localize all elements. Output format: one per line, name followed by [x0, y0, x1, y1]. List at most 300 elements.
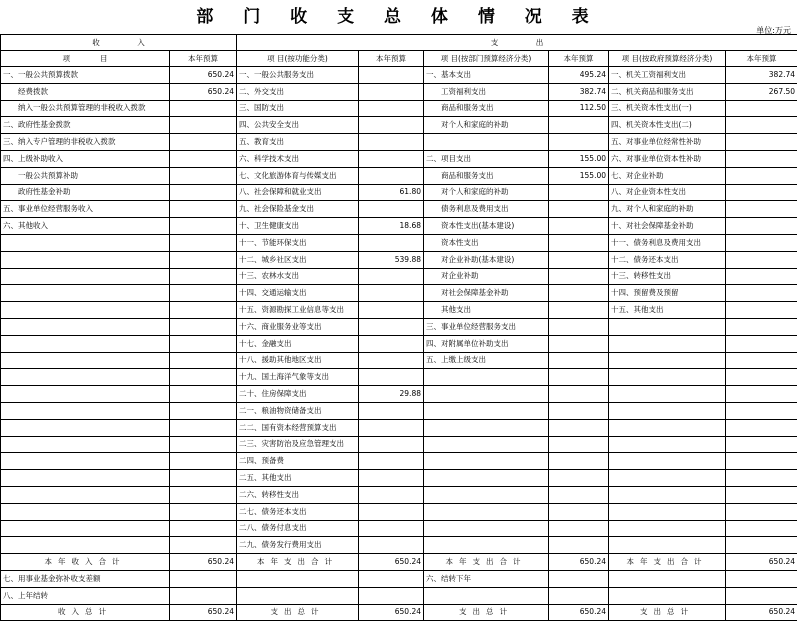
grand-income-label: 收入总计: [1, 604, 170, 621]
table-row: [1, 369, 797, 386]
dept-econ-budget: [549, 386, 609, 403]
func-item: 二十、住房保障支出: [237, 386, 359, 403]
func-budget: [359, 352, 424, 369]
income-item: 一、一般公共预算拨款: [1, 67, 170, 84]
func-item: 二五、其他支出: [237, 470, 359, 487]
func-item: 十八、援助其他地区支出: [237, 352, 359, 369]
dept-econ-budget: [549, 335, 609, 352]
gov-econ-budget: [726, 570, 797, 587]
income-item: [1, 436, 170, 453]
income-budget: [170, 150, 237, 167]
income-budget: [170, 587, 237, 604]
income-budget: [170, 201, 237, 218]
func-budget: [359, 318, 424, 335]
dept-econ-item: 四、对附属单位补助支出: [424, 335, 549, 352]
gov-econ-budget: [726, 470, 797, 487]
income-budget: [170, 251, 237, 268]
table-row: [1, 67, 797, 84]
table-row: [1, 335, 797, 352]
dept-econ-budget: [549, 234, 609, 251]
dept-econ-item: 对个人和家庭的补助: [424, 117, 549, 134]
func-item: 二九、债务发行费用支出: [237, 537, 359, 554]
dept-econ-budget: 382.74: [549, 83, 609, 100]
func-budget: [359, 570, 424, 587]
func-item: 十九、国土海洋气象等支出: [237, 369, 359, 386]
func-item: [237, 587, 359, 604]
table-row: [1, 486, 797, 503]
func-budget: [359, 268, 424, 285]
income-budget: [170, 419, 237, 436]
table-row: [1, 436, 797, 453]
func-budget: [359, 100, 424, 117]
dept-econ-item: 其他支出: [424, 302, 549, 319]
income-item: 七、用事业基金弥补收支差额: [1, 570, 170, 587]
gov-econ-item: [609, 486, 726, 503]
income-item: [1, 486, 170, 503]
dept-econ-item: [424, 486, 549, 503]
func-budget: 61.80: [359, 184, 424, 201]
func-item: 四、公共安全支出: [237, 117, 359, 134]
table-row: [1, 167, 797, 184]
func-budget: [359, 402, 424, 419]
table-row: [1, 386, 797, 403]
dept-econ-item: [424, 386, 549, 403]
col-header-budget: 本年预算: [359, 51, 424, 67]
func-item: 十三、农林水支出: [237, 268, 359, 285]
income-item: [1, 537, 170, 554]
dept-econ-item: 商品和服务支出: [424, 167, 549, 184]
gov-econ-item: [609, 503, 726, 520]
dept-econ-budget: 155.00: [549, 150, 609, 167]
func-budget: [359, 234, 424, 251]
col-header-budget: 本年预算: [170, 51, 237, 67]
col-header-gov-econ: 项 目(按政府预算经济分类): [609, 51, 726, 67]
dept-econ-item: 五、上缴上级支出: [424, 352, 549, 369]
gov-econ-budget: [726, 520, 797, 537]
dept-econ-budget: [549, 436, 609, 453]
dept-econ-budget: [549, 520, 609, 537]
func-item: 十二、城乡社区支出: [237, 251, 359, 268]
table-row: [1, 285, 797, 302]
table-row: [1, 520, 797, 537]
income-item: 六、其他收入: [1, 218, 170, 235]
income-item: [1, 268, 170, 285]
income-item: [1, 470, 170, 487]
dept-econ-budget: [549, 302, 609, 319]
gov-econ-budget: [726, 268, 797, 285]
func-item: 十四、交通运输支出: [237, 285, 359, 302]
func-item: 十七、金融支出: [237, 335, 359, 352]
gov-econ-item: 三、机关资本性支出(一): [609, 100, 726, 117]
gov-econ-budget: [726, 537, 797, 554]
func-budget: [359, 453, 424, 470]
income-item: [1, 369, 170, 386]
gov-econ-item: [609, 335, 726, 352]
gov-econ-item: 十五、其他支出: [609, 302, 726, 319]
func-item: 十一、节能环保支出: [237, 234, 359, 251]
col-header-dept-econ: 项 目(按部门预算经济分类): [424, 51, 549, 67]
gov-econ-item: [609, 402, 726, 419]
income-item: 经费拨款: [1, 83, 170, 100]
grand-expense-func-value: 650.24: [359, 604, 424, 621]
table-row: [1, 134, 797, 151]
dept-econ-budget: [549, 570, 609, 587]
func-item: 三、国防支出: [237, 100, 359, 117]
func-item: 八、社会保障和就业支出: [237, 184, 359, 201]
func-budget: [359, 503, 424, 520]
income-budget: [170, 318, 237, 335]
table-row: [1, 201, 797, 218]
dept-econ-item: [424, 503, 549, 520]
func-item: 二二、国有资本经营预算支出: [237, 419, 359, 436]
gov-econ-item: 八、对企业资本性支出: [609, 184, 726, 201]
func-item: [237, 570, 359, 587]
dept-econ-item: [424, 453, 549, 470]
gov-econ-item: 四、机关资本性支出(二): [609, 117, 726, 134]
dept-econ-item: [424, 520, 549, 537]
gov-econ-budget: [726, 285, 797, 302]
func-budget: [359, 335, 424, 352]
income-budget: [170, 285, 237, 302]
gov-econ-budget: [726, 503, 797, 520]
gov-econ-budget: [726, 386, 797, 403]
income-item: 纳入一般公共预算管理的非税收入拨款: [1, 100, 170, 117]
gov-econ-budget: [726, 453, 797, 470]
gov-econ-item: 九、对个人和家庭的补助: [609, 201, 726, 218]
gov-econ-budget: [726, 318, 797, 335]
gov-econ-budget: [726, 335, 797, 352]
income-item: 二、政府性基金拨款: [1, 117, 170, 134]
table-row: [1, 402, 797, 419]
dept-econ-item: 六、结转下年: [424, 570, 549, 587]
func-item: 二三、灾害防治及应急管理支出: [237, 436, 359, 453]
dept-econ-budget: [549, 117, 609, 134]
income-item: [1, 503, 170, 520]
income-budget: [170, 335, 237, 352]
grand-expense-label: 支出总计: [609, 604, 726, 621]
gov-econ-budget: [726, 402, 797, 419]
gov-econ-budget: [726, 134, 797, 151]
gov-econ-budget: 267.50: [726, 83, 797, 100]
gov-econ-item: 五、对事业单位经常性补助: [609, 134, 726, 151]
gov-econ-budget: [726, 251, 797, 268]
gov-econ-item: [609, 570, 726, 587]
func-item: 七、文化旅游体育与传媒支出: [237, 167, 359, 184]
income-budget: [170, 134, 237, 151]
gov-econ-budget: [726, 117, 797, 134]
func-item: 二四、预备费: [237, 453, 359, 470]
func-budget: 18.68: [359, 218, 424, 235]
table-row: [1, 419, 797, 436]
func-item: 二六、转移性支出: [237, 486, 359, 503]
dept-econ-item: 资本性支出: [424, 234, 549, 251]
income-item: [1, 285, 170, 302]
income-item: 五、事业单位经营服务收入: [1, 201, 170, 218]
dept-econ-budget: 495.24: [549, 67, 609, 84]
dept-econ-item: 对企业补助: [424, 268, 549, 285]
dept-econ-budget: [549, 251, 609, 268]
table-row: [1, 268, 797, 285]
income-item: [1, 402, 170, 419]
func-budget: [359, 201, 424, 218]
income-total-label: 本年收入合计: [1, 554, 170, 571]
gov-econ-item: [609, 318, 726, 335]
func-budget: [359, 486, 424, 503]
func-budget: [359, 302, 424, 319]
func-budget: [359, 83, 424, 100]
dept-econ-item: [424, 436, 549, 453]
table-row: [1, 453, 797, 470]
income-item: [1, 453, 170, 470]
dept-econ-item: 对社会保障基金补助: [424, 285, 549, 302]
gov-econ-item: 十四、预留费及预留: [609, 285, 726, 302]
func-item: 二、外交支出: [237, 83, 359, 100]
gov-econ-item: [609, 453, 726, 470]
income-budget: [170, 369, 237, 386]
income-budget: [170, 503, 237, 520]
gov-econ-budget: [726, 167, 797, 184]
dept-econ-budget: [549, 369, 609, 386]
func-budget: 29.88: [359, 386, 424, 403]
gov-econ-budget: [726, 587, 797, 604]
income-budget: 650.24: [170, 83, 237, 100]
grand-expense-gov-value: 650.24: [726, 604, 797, 621]
table-row: [1, 184, 797, 201]
gov-econ-item: [609, 587, 726, 604]
expense-total-dept-value: 650.24: [549, 554, 609, 571]
income-item: [1, 335, 170, 352]
income-item: [1, 386, 170, 403]
grand-expense-label: 支出总计: [424, 604, 549, 621]
income-budget: [170, 167, 237, 184]
gov-econ-item: 十三、转移性支出: [609, 268, 726, 285]
grand-expense-dept-value: 650.24: [549, 604, 609, 621]
dept-econ-budget: 112.50: [549, 100, 609, 117]
income-item: 一般公共预算补助: [1, 167, 170, 184]
income-budget: [170, 234, 237, 251]
income-item: [1, 419, 170, 436]
income-item: [1, 234, 170, 251]
table-row: [1, 83, 797, 100]
unit-label: 单位:万元: [756, 26, 791, 35]
income-item: 三、纳入专户管理的非税收入拨款: [1, 134, 170, 151]
dept-econ-item: [424, 419, 549, 436]
table-row: [1, 470, 797, 487]
func-item: 十五、资源勘探工业信息等支出: [237, 302, 359, 319]
gov-econ-item: 十、对社会保障基金补助: [609, 218, 726, 235]
dept-econ-budget: [549, 352, 609, 369]
gov-econ-item: [609, 352, 726, 369]
dept-econ-budget: [549, 402, 609, 419]
col-header-budget: 本年预算: [549, 51, 609, 67]
col-header-budget: 本年预算: [726, 51, 797, 67]
func-budget: [359, 285, 424, 302]
income-item: [1, 251, 170, 268]
dept-econ-budget: [549, 503, 609, 520]
income-item: [1, 520, 170, 537]
dept-econ-item: 三、事业单位经营服务支出: [424, 318, 549, 335]
func-budget: [359, 436, 424, 453]
gov-econ-item: 七、对企业补助: [609, 167, 726, 184]
income-budget: [170, 436, 237, 453]
dept-econ-budget: 155.00: [549, 167, 609, 184]
col-header-item: 项 目: [1, 51, 170, 67]
income-item: [1, 318, 170, 335]
income-budget: [170, 302, 237, 319]
func-budget: [359, 150, 424, 167]
expense-header: 支 出: [237, 35, 797, 51]
dept-econ-item: 对个人和家庭的补助: [424, 184, 549, 201]
dept-econ-item: 一、基本支出: [424, 67, 549, 84]
func-item: 六、科学技术支出: [237, 150, 359, 167]
func-budget: [359, 419, 424, 436]
table-row: [1, 302, 797, 319]
table-row: [1, 570, 797, 587]
income-budget: 650.24: [170, 67, 237, 84]
func-budget: 539.88: [359, 251, 424, 268]
gov-econ-budget: [726, 184, 797, 201]
dept-econ-item: 商品和服务支出: [424, 100, 549, 117]
gov-econ-item: [609, 369, 726, 386]
table-row: [1, 117, 797, 134]
dept-econ-budget: [549, 318, 609, 335]
dept-econ-budget: [549, 134, 609, 151]
dept-econ-item: 资本性支出(基本建设): [424, 218, 549, 235]
dept-econ-budget: [549, 470, 609, 487]
func-item: 二八、债务付息支出: [237, 520, 359, 537]
table-row: [1, 234, 797, 251]
func-item: 十六、商业服务业等支出: [237, 318, 359, 335]
income-item: [1, 302, 170, 319]
func-item: 一、一般公共服务支出: [237, 67, 359, 84]
income-budget: [170, 117, 237, 134]
func-item: 十、卫生健康支出: [237, 218, 359, 235]
income-total-value: 650.24: [170, 554, 237, 571]
table-row: [1, 100, 797, 117]
expense-total-label: 本年支出合计: [424, 554, 549, 571]
income-budget: [170, 268, 237, 285]
gov-econ-budget: 382.74: [726, 67, 797, 84]
col-header-func: 项 目(按功能分类): [237, 51, 359, 67]
income-item: 八、上年结转: [1, 587, 170, 604]
dept-econ-item: [424, 537, 549, 554]
dept-econ-item: [424, 587, 549, 604]
dept-econ-item: [424, 470, 549, 487]
dept-econ-budget: [549, 218, 609, 235]
dept-econ-budget: [549, 285, 609, 302]
income-budget: [170, 520, 237, 537]
func-budget: [359, 167, 424, 184]
gov-econ-item: 十二、债务还本支出: [609, 251, 726, 268]
income-budget: [170, 218, 237, 235]
func-budget: [359, 470, 424, 487]
gov-econ-budget: [726, 369, 797, 386]
dept-econ-item: 债务利息及费用支出: [424, 201, 549, 218]
func-item: 五、教育支出: [237, 134, 359, 151]
func-budget: [359, 520, 424, 537]
dept-econ-budget: [549, 268, 609, 285]
dept-econ-budget: [549, 587, 609, 604]
dept-econ-budget: [549, 184, 609, 201]
func-item: 二一、粮油物资储备支出: [237, 402, 359, 419]
table-row: [1, 503, 797, 520]
table-row: [1, 218, 797, 235]
table-row: [1, 150, 797, 167]
income-budget: [170, 386, 237, 403]
expense-total-gov-value: 650.24: [726, 554, 797, 571]
income-budget: [170, 184, 237, 201]
income-item: 四、上级补助收入: [1, 150, 170, 167]
table-row: [1, 537, 797, 554]
grand-income-value: 650.24: [170, 604, 237, 621]
budget-summary-table: [0, 34, 797, 621]
gov-econ-budget: [726, 352, 797, 369]
income-item: [1, 352, 170, 369]
dept-econ-item: 工资福利支出: [424, 83, 549, 100]
income-budget: [170, 453, 237, 470]
income-budget: [170, 470, 237, 487]
dept-econ-budget: [549, 486, 609, 503]
dept-econ-item: [424, 369, 549, 386]
func-item: 九、社会保险基金支出: [237, 201, 359, 218]
func-item: 二七、债务还本支出: [237, 503, 359, 520]
dept-econ-budget: [549, 453, 609, 470]
gov-econ-item: 一、机关工资福利支出: [609, 67, 726, 84]
income-budget: [170, 537, 237, 554]
income-item: 政府性基金补助: [1, 184, 170, 201]
gov-econ-item: [609, 520, 726, 537]
dept-econ-item: [424, 402, 549, 419]
gov-econ-item: [609, 537, 726, 554]
income-header: 收 入: [1, 35, 237, 51]
gov-econ-item: [609, 386, 726, 403]
income-budget: [170, 100, 237, 117]
table-row: [1, 251, 797, 268]
gov-econ-budget: [726, 201, 797, 218]
dept-econ-item: 二、项目支出: [424, 150, 549, 167]
func-budget: [359, 117, 424, 134]
dept-econ-item: [424, 134, 549, 151]
expense-total-label: 本年支出合计: [237, 554, 359, 571]
expense-total-label: 本年支出合计: [609, 554, 726, 571]
table-row: [1, 587, 797, 604]
grand-expense-label: 支出总计: [237, 604, 359, 621]
gov-econ-budget: [726, 436, 797, 453]
expense-total-func-value: 650.24: [359, 554, 424, 571]
gov-econ-budget: [726, 218, 797, 235]
income-budget: [170, 352, 237, 369]
func-budget: [359, 587, 424, 604]
func-budget: [359, 537, 424, 554]
dept-econ-item: 对企业补助(基本建设): [424, 251, 549, 268]
page-title: 部 门 收 支 总 体 情 况 表: [196, 7, 601, 27]
gov-econ-item: [609, 436, 726, 453]
func-budget: [359, 369, 424, 386]
gov-econ-budget: [726, 234, 797, 251]
gov-econ-item: 二、机关商品和服务支出: [609, 83, 726, 100]
gov-econ-budget: [726, 302, 797, 319]
gov-econ-budget: [726, 150, 797, 167]
dept-econ-budget: [549, 201, 609, 218]
dept-econ-budget: [549, 419, 609, 436]
income-budget: [170, 486, 237, 503]
gov-econ-budget: [726, 486, 797, 503]
gov-econ-budget: [726, 419, 797, 436]
gov-econ-item: 十一、债务利息及费用支出: [609, 234, 726, 251]
table-row: [1, 318, 797, 335]
gov-econ-item: [609, 470, 726, 487]
gov-econ-item: 六、对事业单位资本性补助: [609, 150, 726, 167]
